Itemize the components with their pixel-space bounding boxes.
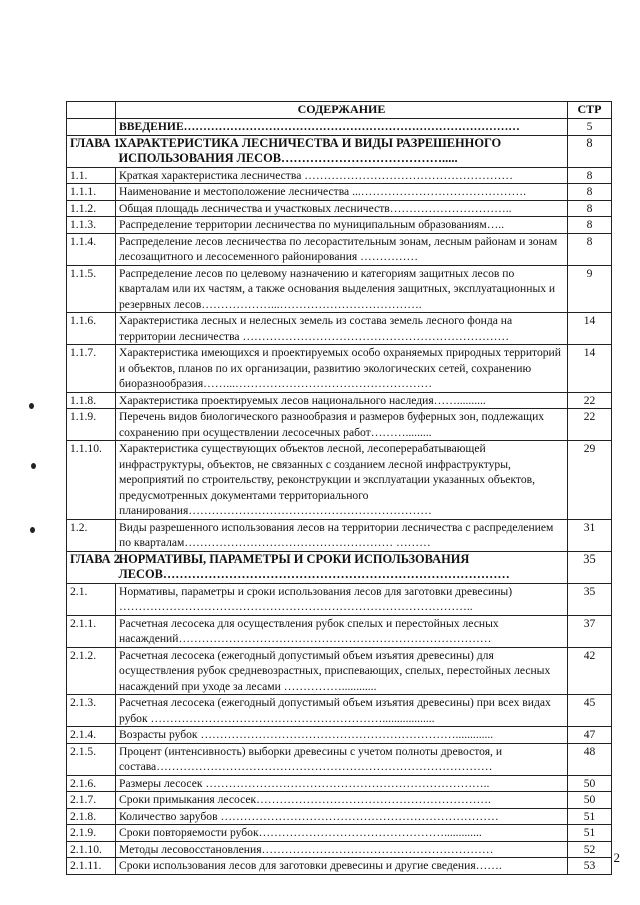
toc-row (67, 727, 612, 744)
toc-number: 1.1.8. (67, 392, 116, 409)
toc-page: 47 (568, 727, 612, 744)
header-title: СОДЕРЖАНИЕ (116, 102, 568, 119)
toc-page: 22 (568, 409, 612, 441)
toc-number: 1.1.6. (67, 313, 116, 345)
toc-title: Количество зарубов ……………………………………………………………… (116, 808, 568, 825)
toc-row (67, 233, 612, 265)
toc-table (66, 101, 612, 875)
toc-title: Распределение лесов по целевому назначению и категориям защитных лесов по кварталам или их частям, а также основания выделения защитных, эксплуатационных и резервных лесов………………...………………………………. (116, 265, 568, 313)
toc-row (67, 743, 612, 775)
toc-number: 1.1.4. (67, 233, 116, 265)
toc-title: Характеристика лесных и нелесных земель из состава земель лесного фонда на территории лесничества …………………………………………………………… (116, 313, 568, 345)
toc-number: 2.1.4. (67, 727, 116, 744)
toc-row-intro (67, 119, 612, 136)
toc-number: 2.1.8. (67, 808, 116, 825)
toc-page: 8 (568, 184, 612, 201)
toc-number: 2.1.9. (67, 825, 116, 842)
toc-row (67, 409, 612, 441)
toc-title: Распределение лесов лесничества по лесорастительным зонам, лесным районам и зонам лесозащитного и лесосеменного районирования …………… (116, 233, 568, 265)
toc-number: 2.1.1. (67, 615, 116, 647)
toc-chapter-2 (67, 551, 612, 583)
toc-page: 50 (568, 775, 612, 792)
margin-mark (30, 527, 35, 533)
toc-title: Методы лесовосстановления…………………………………………………… (116, 841, 568, 858)
toc-title: Характеристика имеющихся и проектируемых особо охраняемых природных территорий и объектов, планов по их организации, развитию экологических сетей, сохранению биоразнообразия……...…………………………………………… (116, 345, 568, 393)
toc-page: 22 (568, 392, 612, 409)
toc-page: 14 (568, 313, 612, 345)
toc-chapter-1 (67, 135, 612, 167)
toc-number: 1.1.7. (67, 345, 116, 393)
toc-title: Характеристика проектируемых лесов национального наследия…….......... (116, 392, 568, 409)
toc-number: 2.1.2. (67, 647, 116, 695)
header-page-col: СТР (568, 102, 612, 119)
toc-number: 1.1.2. (67, 200, 116, 217)
toc-title: Общая площадь лесничества и участковых лесничеств………………………….. (116, 200, 568, 217)
toc-title: Процент (интенсивность) выборки древесины с учетом полноты древостоя, и состава…………………………………………………………………………… (116, 743, 568, 775)
toc-page: 51 (568, 808, 612, 825)
margin-mark (31, 463, 36, 469)
toc-number: 2.1.3. (67, 695, 116, 727)
toc-row (67, 583, 612, 615)
toc-number: 1.1. (67, 167, 116, 184)
margin-mark (29, 403, 34, 409)
toc-title: Виды разрешенного использования лесов на территории лесничества с распределением по кварталам……………………………………………… ……… (116, 519, 568, 551)
page-number: 2 (613, 850, 620, 865)
toc-header-row (67, 102, 612, 119)
toc-title: Сроки использования лесов для заготовки древесины и другие сведения……. (116, 858, 568, 875)
toc-page: 45 (568, 695, 612, 727)
toc-title: Расчетная лесосека (ежегодный допустимый объем изъятия древесины) при всех видах рубок …………………………………………………….................. (116, 695, 568, 727)
toc-page: 50 (568, 792, 612, 809)
toc-title: Сроки примыкания лесосек……………………………………………………. (116, 792, 568, 809)
toc-number: 1.1.5. (67, 265, 116, 313)
toc-row (67, 441, 612, 520)
toc-number: 2.1.6. (67, 775, 116, 792)
toc-title: Характеристика существующих объектов лесной, лесоперерабатывающей инфраструктуры, объектов, не связанных с созданием лесной инфраструктуры, мероприятий по строительству, реконструкции и эксплуатации указанных объектов, предусмотренных документами территориального планирования……………………………………………………… (116, 441, 568, 520)
toc-title: Распределение территории лесничества по муниципальным образованиям….. (116, 217, 568, 234)
toc-number: 2.1.7. (67, 792, 116, 809)
toc-page: 9 (568, 265, 612, 313)
toc-title: Наименование и местоположение лесничества ...……………………………………. (116, 184, 568, 201)
toc-row (67, 167, 612, 184)
toc-row (67, 647, 612, 695)
toc-number: 1.1.10. (67, 441, 116, 520)
toc-page: 31 (568, 519, 612, 551)
toc-page: 52 (568, 841, 612, 858)
toc-page: 35 (568, 583, 612, 615)
chapter-title: ХАРАКТЕРИСТИКА ЛЕСНИЧЕСТВА И ВИДЫ РАЗРЕШЕННОГО ИСПОЛЬЗОВАНИЯ ЛЕСОВ…………………………………..... (116, 135, 568, 167)
toc-number: 2.1.11. (67, 858, 116, 875)
toc-row (67, 841, 612, 858)
toc-page: 35 (568, 551, 612, 583)
toc-row (67, 615, 612, 647)
toc-title: Размеры лесосек ……………………………………………………………….. (116, 775, 568, 792)
toc-number: 1.2. (67, 519, 116, 551)
toc-page: 48 (568, 743, 612, 775)
toc-row (67, 858, 612, 875)
toc-row (67, 792, 612, 809)
toc-page: 8 (568, 200, 612, 217)
toc-row (67, 825, 612, 842)
toc-title: Перечень видов биологического разнообразия и размеров буферных зон, подлежащих сохранению при осуществлении лесосечных работ………......... (116, 409, 568, 441)
chapter-title: НОРМАТИВЫ, ПАРАМЕТРЫ И СРОКИ ИСПОЛЬЗОВАНИЯ ЛЕСОВ………………………………………………………………………… (116, 551, 568, 583)
toc-number: 1.1.9. (67, 409, 116, 441)
toc-number: 2.1. (67, 583, 116, 615)
toc-number: 1.1.1. (67, 184, 116, 201)
toc-title: Возрасты рубок …………………………………………………………............. (116, 727, 568, 744)
toc-page: 51 (568, 825, 612, 842)
chapter-number: ГЛАВА 1. (67, 135, 116, 167)
toc-page: 42 (568, 647, 612, 695)
toc-row (67, 200, 612, 217)
toc-page: 8 (568, 167, 612, 184)
toc-title: Нормативы, параметры и сроки использования лесов для заготовки древесины) ……………………………………………………………………………….. (116, 583, 568, 615)
toc-number: 2.1.10. (67, 841, 116, 858)
toc-page: 53 (568, 858, 612, 875)
toc-page: 8 (568, 233, 612, 265)
toc-number: 2.1.5. (67, 743, 116, 775)
toc-title: Расчетная лесосека для осуществления рубок спелых и перестойных лесных насаждений……………………………………………………………………… (116, 615, 568, 647)
toc-title: Краткая характеристика лесничества ……………………………………………… (116, 167, 568, 184)
toc-page: 37 (568, 615, 612, 647)
toc-page: 8 (568, 217, 612, 234)
toc-row (67, 392, 612, 409)
toc-row (67, 808, 612, 825)
toc-page: 5 (568, 119, 612, 136)
toc-row (67, 313, 612, 345)
toc-title: Сроки повторяемости рубок…………………………………………............. (116, 825, 568, 842)
toc-row (67, 519, 612, 551)
toc-page: 29 (568, 441, 612, 520)
toc-number: 1.1.3. (67, 217, 116, 234)
toc-row (67, 184, 612, 201)
toc-page: 8 (568, 135, 612, 167)
toc-row (67, 265, 612, 313)
toc-page: 14 (568, 345, 612, 393)
toc-row (67, 345, 612, 393)
toc-row (67, 217, 612, 234)
chapter-number: ГЛАВА 2. (67, 551, 116, 583)
toc-row (67, 695, 612, 727)
toc-row (67, 775, 612, 792)
header-empty-cell (67, 102, 116, 119)
toc-title: Расчетная лесосека (ежегодный допустимый объем изъятия древесины) для осуществления рубок средневозрастных, приспевающих, спелых, перестойных лесных насаждений при уходе за лесами ……………............ (116, 647, 568, 695)
toc-title: ВВЕДЕНИЕ…………………………………………………………………………… (116, 119, 568, 136)
